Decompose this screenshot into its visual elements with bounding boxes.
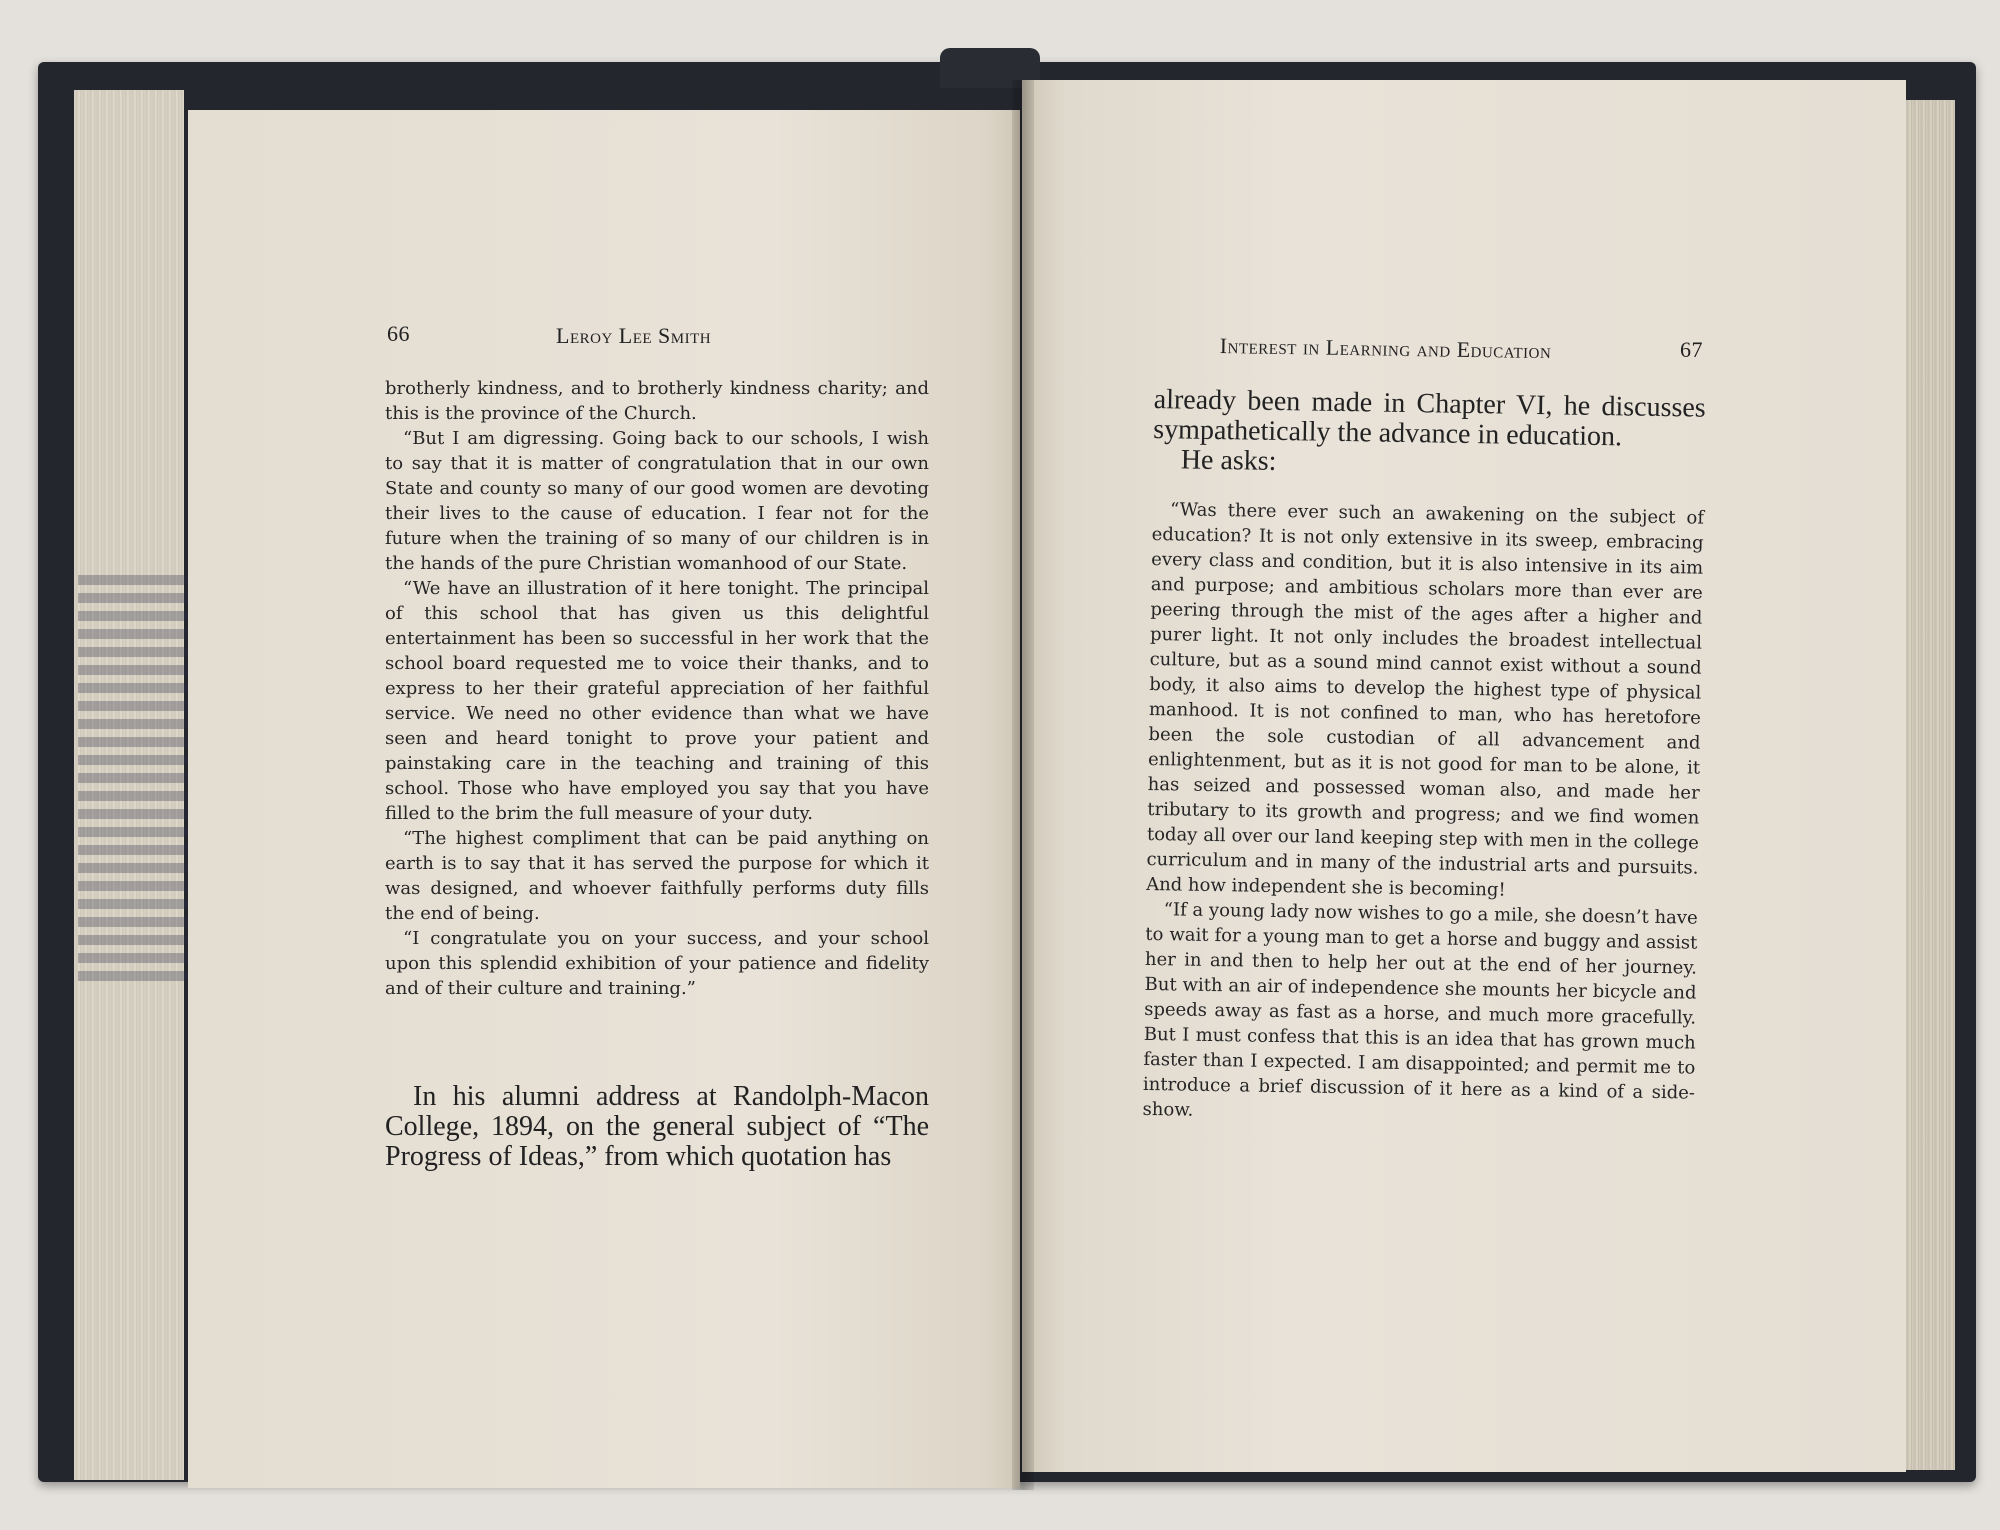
right-page-edges <box>1905 100 1955 1470</box>
right-page-number: 67 <box>1680 337 1703 362</box>
left-quote-paragraph: “We have an illustration of it here tonight. The principal of this school that has given us this delightful entertainment has been so successful in her work that the school board requested me to voice their thanks, and to express to her their grateful appreciation of her faithful service. We need no other evidence than what we have seen and heard tonight to prove your patient and painstaking care in the teaching and training of this school. Those who have employed you say that you have filled to the brim the full measure of your duty. <box>385 578 929 824</box>
right-running-head <box>1220 333 1552 364</box>
left-quote-paragraph: “But I am digressing. Going back to our schools, I wish to say that it is matter of congratulation that in our own State and county so many of our good women are devoting their lives to the cause of education. I fear not for the future when the training of so many of our children is in the hands of the pure Christian womanhood of our State. <box>385 428 929 574</box>
right-body-paragraph: He asks: <box>1180 444 1277 477</box>
left-body-paragraph: In his alumni address at Randolph-Macon College, 1894, on the general subject of “The Progress of Ideas,” from which quotation has <box>385 1081 929 1172</box>
right-quote-paragraph: “Was there ever such an awakening on the subject of education? It is not only extensive in its sweep, embracing every class and condition, but it is also intensive in its aim and purpose; and ambitious scholars more than ever are peering through the mist of the ages after a higher and purer light. It not only includes the broadest intellectual culture, but as a sound mind cannot exist without a sound body, it also aims to develop the highest type of physical manhood. It is not confined to man, who has heretofore been the sole custodian of all advancement and enlightenment, but as it is not good for man to be alone, it has seized and possessed woman also, and made her tributary to its growth and progress; and we find women today all over our land keeping step with men in the college curriculum and in many of the industrial arts and pursuits. And how independent she is becoming! <box>1145 499 1705 901</box>
book-gutter <box>1012 80 1034 1490</box>
right-quote-paragraph: “If a young lady now wishes to go a mile, she doesn’t have to wait for a young man to get a horse and buggy and assist her in and then to help her out at the end of her journey. But with an air of independence she mounts her bicycle and speeds away as fast as a horse, and much more gracefully. But I must confess that this is an idea that has grown much faster than I expected. I am disappointed; and permit me to introduce a brief discussion of it here as a kind of a side-show. <box>1142 899 1698 1121</box>
right-running-head-text: Interest in Learning and Education <box>1219 333 1552 364</box>
right-body-text <box>1153 385 1706 484</box>
left-running-head-text: Leroy Lee Smith <box>556 323 712 348</box>
right-quote-block <box>1142 497 1704 1131</box>
right-text-block <box>1142 385 1706 1131</box>
left-quote-paragraph: brotherly kindness, and to brotherly kindness charity; and this is the province of the Church. <box>385 378 929 424</box>
left-running-head <box>556 323 711 349</box>
left-quote-paragraph: “The highest compliment that can be paid anything on earth is to say that it has served the purpose for which it was designed, and whoever faithfully performs duty fills the end of being. <box>385 828 929 924</box>
left-quote-block <box>385 376 929 1001</box>
left-body-text <box>385 1082 929 1172</box>
left-page-number: 66 <box>387 321 410 346</box>
library-stamp-marks <box>78 575 193 985</box>
left-quote-paragraph: “I congratulate you on your success, and your school upon this splendid exhibition of your patience and fidelity and of their culture and training.” <box>385 928 929 999</box>
right-body-paragraph: already been made in Chapter VI, he discusses sympathetically the advance in education. <box>1153 384 1706 453</box>
